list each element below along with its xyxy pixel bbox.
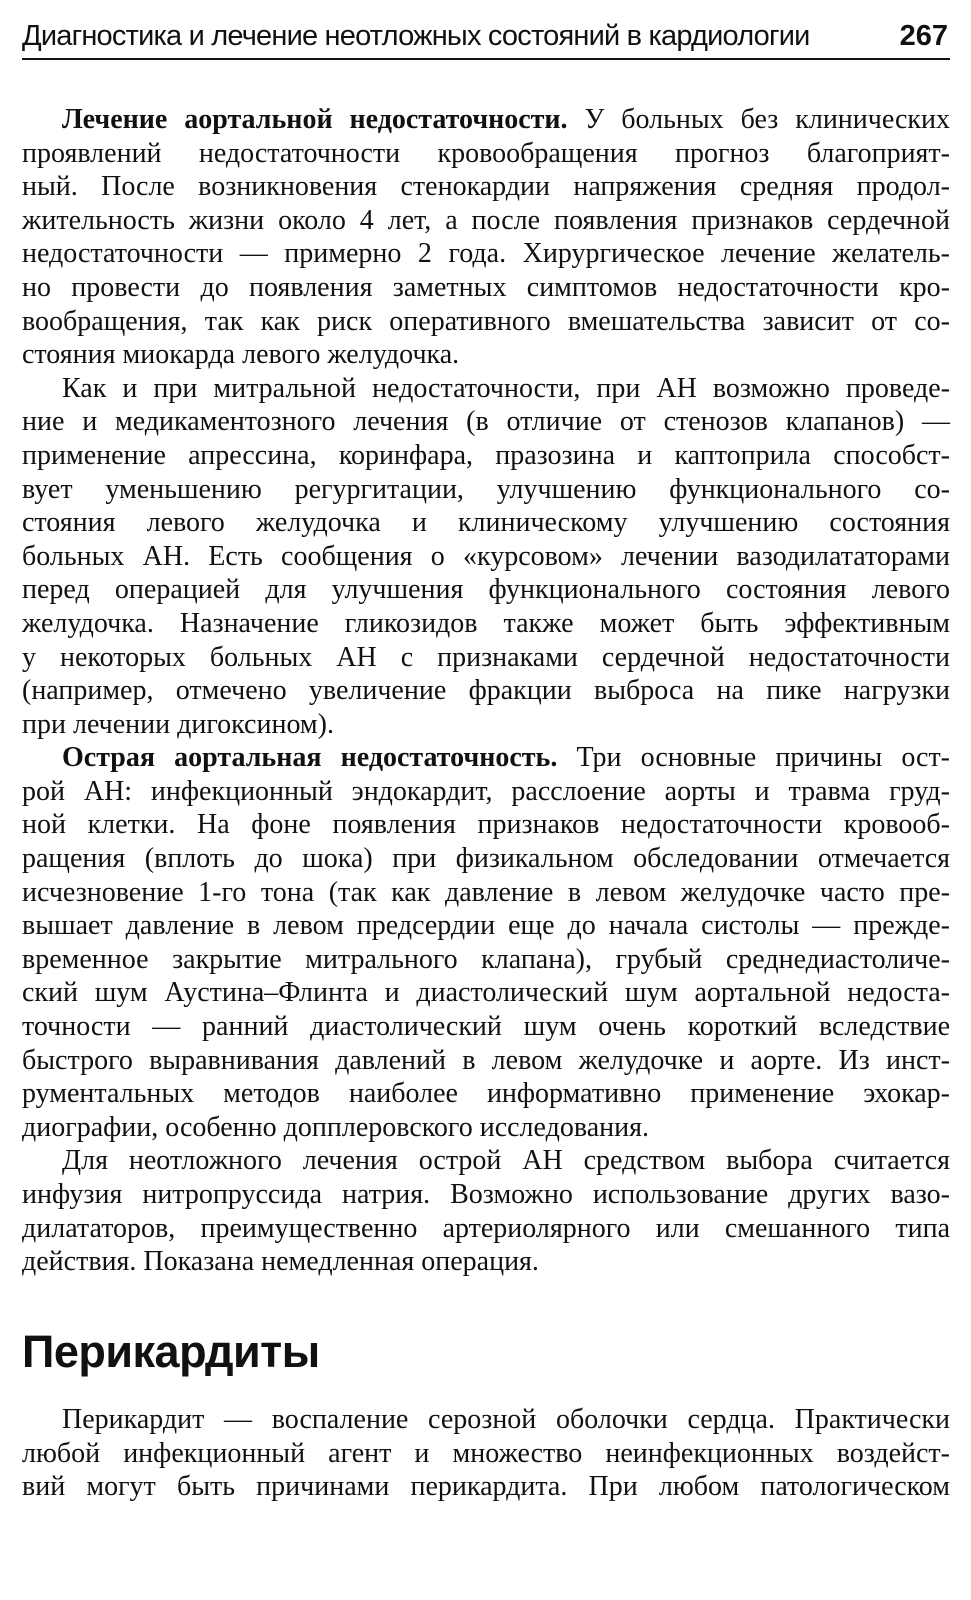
text-line: ние и медикаментозного лечения (в отличие от стенозов клапанов) — <box>22 406 950 438</box>
text-line: любой инфекционный агент и множество неинфекционных воздейст- <box>22 1437 950 1469</box>
text-line: диографии, особенно допплеровского исследования. <box>22 1111 649 1143</box>
text-line: рой АН: инфекционный эндокардит, расслоение аорты и травма груд- <box>22 775 950 807</box>
text-line: Лечение аортальной недостаточности. У больных без клинических <box>62 104 950 135</box>
text-line: действия. Показана немедленная операция. <box>22 1246 539 1278</box>
run-in-heading: Острая аортальная недостаточность. <box>62 742 558 774</box>
text-line: желудочка. Назначение гликозидов также может быть эффективным <box>22 607 950 639</box>
text-line: но провести до появления заметных симптомов недостаточности кро- <box>22 271 950 303</box>
text-line: (например, отмечено увеличение фракции выброса на пике нагрузки <box>22 675 950 707</box>
text-line: больных АН. Есть сообщения о «курсовом» лечении вазодилататорами <box>22 540 950 572</box>
text-line: недостаточности — примерно 2 года. Хирургическое лечение желатель- <box>22 238 950 270</box>
page-number: 267 <box>899 20 948 52</box>
text-line: стояния миокарда левого желудочка. <box>22 339 460 371</box>
text-line: применение апрессина, коринфара, празозина и каптоприла способст- <box>22 439 950 471</box>
section-heading: Перикардиты <box>22 1326 320 1377</box>
text-line: рументальных методов наиболее информативно применение эхокар- <box>22 1078 950 1110</box>
text-line: перед операцией для улучшения функционального состояния левого <box>22 574 950 606</box>
text-line: Перикардит — воспаление серозной оболочки сердца. Практически <box>62 1404 950 1435</box>
text-line: проявлений недостаточности кровообращения прогноз благоприят- <box>22 137 950 169</box>
running-head <box>22 14 950 60</box>
text-line: ский шум Аустина–Флинта и диастолический шум аортальной недоста- <box>22 977 950 1009</box>
text-line: дилататоров, преимущественно артериолярного или смешанного типа <box>22 1212 950 1244</box>
paragraph-aortic-insufficiency-treatment <box>22 103 950 372</box>
text-line: Острая аортальная недостаточность. Три основные причины ост- <box>62 742 951 774</box>
section-body-text <box>22 1403 950 1504</box>
text-line: вует уменьшению регургитации, улучшению функционального со- <box>22 473 950 505</box>
text-line: ный. После возникновения стенокардии напряжения средняя продол- <box>22 171 950 203</box>
text-line: вий могут быть причинами перикардита. При любом патологическом <box>22 1471 950 1503</box>
text-line: временное закрытие митрального клапана), грубый среднедиастоличе- <box>22 943 950 975</box>
text-line: при лечении дигоксином). <box>22 708 334 740</box>
text-line: ной клетки. На фоне появления признаков недостаточности кровооб- <box>22 809 950 841</box>
text-line: жительность жизни около 4 лет, а после появления признаков сердечной <box>22 204 950 236</box>
text-line: стояния левого желудочка и клиническому улучшению состояния <box>22 507 950 539</box>
paragraph-acute-aortic-insufficiency <box>22 741 950 1144</box>
text-line: инфузия нитропруссида натрия. Возможно использование других вазо- <box>22 1179 950 1210</box>
text-line: ращения (вплоть до шока) при физикальном обследовании отмечается <box>22 843 950 875</box>
text-line: вообращения, так как риск оперативного вмешательства зависит от со- <box>22 305 950 337</box>
text-line: у некоторых больных АН с признаками сердечной недостаточности <box>22 641 950 673</box>
paragraph-emergency-treatment <box>22 1144 950 1278</box>
text-line: быстрого выравнивания давлений в левом желудочке и аорте. Из инст- <box>22 1044 950 1076</box>
run-in-heading: Лечение аортальной недостаточности. <box>62 104 568 135</box>
text-line: исчезновение 1-го тона (так как давление в левом желудочке часто пре- <box>22 876 950 908</box>
body-text <box>22 103 950 1279</box>
paragraph-pericarditis-intro <box>22 1403 950 1504</box>
paragraph-medical-treatment <box>22 372 950 742</box>
text-line: Как и при митральной недостаточности, при АН возможно проведе- <box>62 372 950 404</box>
text-line: Для неотложного лечения острой АН средством выбора считается <box>62 1145 950 1177</box>
text-line: вышает давление в левом предсердии еще до начала систолы — прежде- <box>22 910 950 942</box>
text-line: точности — ранний диастолический шум очень короткий вследствие <box>22 1011 950 1043</box>
running-title: Диагностика и лечение неотложных состояний в кардиологии <box>22 20 810 52</box>
